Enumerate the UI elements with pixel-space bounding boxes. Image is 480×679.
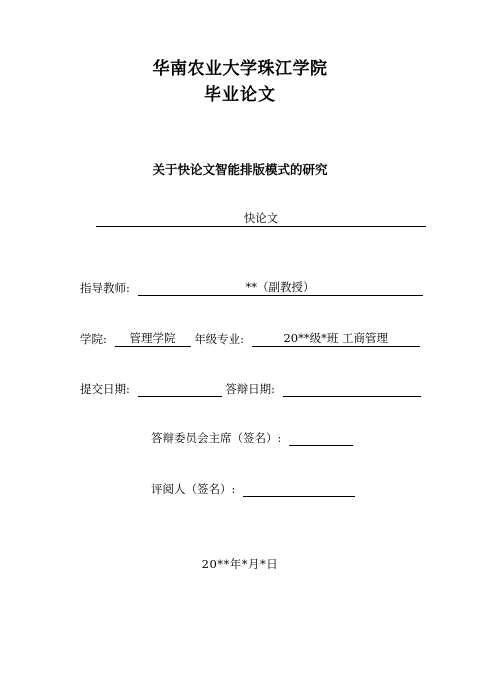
chair-signature-field: [289, 430, 353, 446]
chair-signature-row: [151, 430, 353, 446]
author-name: 快论文: [96, 210, 426, 227]
chair-label: 答辩委员会主席（签名）:: [151, 431, 282, 445]
college-major-row: [80, 331, 420, 347]
defense-date-label: 答辩日期:: [225, 382, 276, 396]
college-value: 管理学院: [129, 331, 176, 345]
reviewer-signature-row: [151, 481, 355, 497]
defense-date-field: [283, 381, 421, 397]
major-value: 20**级*班 工商管理: [283, 331, 388, 345]
document-type: 毕业论文: [204, 85, 276, 105]
reviewer-label: 评阅人（签名）:: [151, 482, 236, 496]
thesis-title: 关于快论文智能排版模式的研究: [152, 162, 328, 177]
advisor-label: 指导教师:: [80, 281, 130, 295]
major-label: 年级专业:: [194, 332, 245, 346]
advisor-row: [80, 280, 423, 296]
reviewer-signature-field: [243, 481, 355, 497]
submit-date-label: 提交日期:: [80, 382, 130, 396]
institution-name: 华南农业大学珠江学院: [152, 59, 328, 79]
college-field: [115, 331, 191, 347]
submit-date-field: [138, 381, 222, 397]
college-label: 学院:: [80, 332, 107, 346]
cover-date: 20**年*月*日: [201, 557, 279, 571]
major-field: [252, 331, 420, 347]
dates-row: [80, 381, 421, 397]
advisor-value: **（副教授）: [245, 280, 315, 294]
advisor-field: [138, 280, 423, 296]
